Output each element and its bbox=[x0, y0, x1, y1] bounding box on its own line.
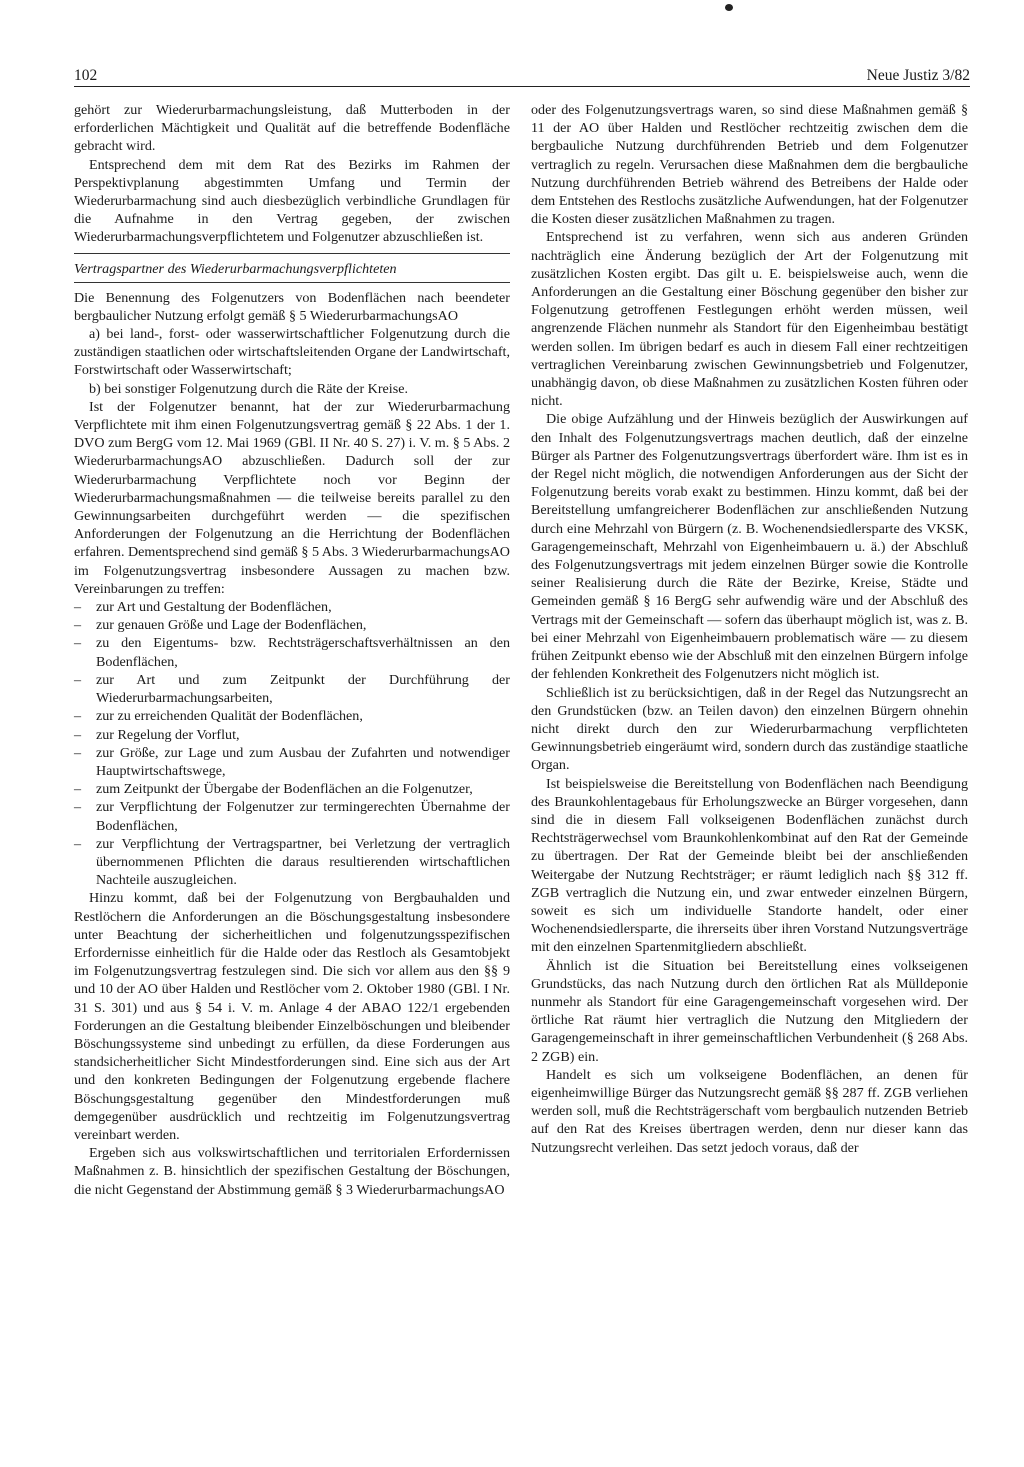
paragraph: Hinzu kommt, daß bei der Folgenutzung von Bergbauhalden und Restlöchern die Anforderungen an die Böschungsgestaltung insbesondere unter Beachtung der sicherheitlichen und folgenutzungsspezifischen Erfordernisse einheitlich für die Halde oder das Restloch als Gesamtobjekt im Folgenutzungsvertrag festzulegen sind. Die sich vor allem aus den §§ 9 und 10 der AO über Halden und Restlöcher vom 2. Oktober 1980 (GBl. I Nr. 31 S. 301) und aus § 54 i. V. m. Anlage 4 der ABAO 122/1 ergebenden Forderungen an die Gestaltung bleibender Einzelböschungen und bleibender Böschungssysteme sind unbedingt zu erfüllen, da diese Forderungen aus standsicherheitlicher Sicht Mindestforderungen sind. Eine sich aus der Art und den konkreten Bedingungen der Folgenutzung ergebende flachere Böschungsgestaltung gegenüber den Mindestforderungen muß demgegenüber ausdrücklich und rechtzeitig im Folgenutzungsvertrag vereinbart werden. bbox=[74, 890, 510, 1143]
paragraph-item-a: a) bei land-, forst- oder wasserwirtschaftlicher Folgenutzung durch die zuständigen staatlichen oder wirtschaftsleitenden Organe der Landwirtschaft, Forstwirtschaft oder Wasserwirtschaft; bbox=[74, 326, 510, 379]
paragraph: Entsprechend ist zu verfahren, wenn sich aus anderen Gründen nachträglich eine Änderung bezüglich der Art der Folgenutzung mit zusätzlichen Kosten ergibt. Das gilt u. E. beispielsweise auch, wenn die Anforderungen an die Gestaltung einer Böschung gegenüber den bisher zur Folgenutzung getroffenen Festlegungen erhöht werden müssen, weil angrenzende Flächen nunmehr als Standort für den Eigenheimbau bestätigt werden sollen. Im übrigen bedarf es auch in diesem Fall einer rechtzeitigen vertraglichen Vereinbarung zwischen Gewinnungsbetrieb und Folgenutzer, unabhängig davon, ob diese Maßnahmen zu zusätzlichen Kosten führen oder nicht. bbox=[531, 229, 968, 410]
heading-rule bbox=[74, 282, 510, 283]
paragraph: Ähnlich ist die Situation bei Bereitstellung eines volkseigenen Grundstücks, das nach Nutzung durch den örtlichen Rat als Mülldeponie nunmehr als Standort für eine Garagengemeinschaft vorgesehen wird. Der örtliche Rat räumt hier vertraglich die Nutzung den Mitgliedern der Garagengemeinschaft in ihrer gemeinschaftlichen Verbundenheit (§ 268 Abs. 2 ZGB) ein. bbox=[531, 957, 968, 1065]
paragraph: Die Benennung des Folgenutzers von Bodenflächen nach beendeter bergbaulicher Nutzung erfolgt gemäß § 5 WiederurbarmachungsAO bbox=[74, 289, 510, 324]
paragraph-item-b: b) bei sonstiger Folgenutzung durch die Räte der Kreise. bbox=[89, 380, 408, 397]
list-item: – zur zu erreichenden Qualität der Bodenflächen, bbox=[74, 707, 510, 725]
paragraph: gehört zur Wiederurbarmachungsleistung, daß Mutterboden in der erforderlichen Mächtigkeit und Qualität auf die betreffende Bodenfläche gebracht wird. bbox=[74, 102, 510, 155]
paragraph: Schließlich ist zu berücksichtigen, daß in der Regel das Nutzungsrecht an den Grundstücken (bzw. an Teilen davon) den einzelnen Bürgern ohnehin nicht direkt durch den zur Wiederurbarmachung verpflichteten Gewinnungsbetrieb eingeräumt wird, sondern durch das zuständige staatliche Organ. bbox=[531, 684, 968, 774]
section-heading: Vertragspartner des Wiederurbarmachungsverpflichteten bbox=[74, 253, 510, 278]
list-item: – zur Verpflichtung der Vertragspartner, bei Verletzung der vertraglich übernommenen Pflichten die daraus resultierenden wirtschaftlichen Nachteile auszugleichen. bbox=[74, 835, 510, 890]
requirements-list bbox=[74, 598, 510, 889]
list-item: – zur genauen Größe und Lage der Bodenflächen, bbox=[74, 616, 510, 634]
paragraph: oder des Folgenutzungsvertrags waren, so sind diese Maßnahmen gemäß § 11 der AO über Halden und Restlöcher rechtzeitig zwischen dem die bergbauliche Nutzung durchführenden Betrieb und dem Folgenutzer vertraglich zu regeln. Verursachen diese Maßnahmen dem die bergbauliche Nutzung durchführenden Betrieb während des Betreibens der Halde oder dem Entstehen des Restlochs zusätzliche Aufwendungen, hat der Folgenutzer die Kosten dieser zusätzlichen Maßnahmen zu tragen. bbox=[531, 102, 968, 228]
list-item: – zur Art und Gestaltung der Bodenflächen, bbox=[74, 598, 510, 616]
list-item: – zur Verpflichtung der Folgenutzer zur termingerechten Übernahme der Bodenflächen, bbox=[74, 798, 510, 834]
paragraph: Ist der Folgenutzer benannt, hat der zur Wiederurbarmachung Verpflichtete mit ihm einen Folgenutzungsvertrag gemäß § 22 Abs. 1 der 1. DVO zum BergG vom 12. Mai 1969 (GBl. II Nr. 40 S. 27) i. V. m. § 5 Abs. 2 WiederurbarmachungsAO abzuschließen. Dadurch soll der zur Wiederurbarmachung Verpflichtete noch vor Beginn der Wiederurbarmachungsmaßnahmen — die teilweise bereits parallel zu den Gewinnungsarbeiten durchgeführt werden — die spezifischen Anforderungen der Folgenutzung an die Herrichtung der Bodenflächen erfahren. Dementsprechend sind gemäß § 5 Abs. 3 WiederurbarmachungsAO im Folgenutzungsvertrag insbesondere Aussagen zu machen bzw. Vereinbarungen zu treffen: bbox=[74, 398, 510, 597]
paragraph: Entsprechend dem mit dem Rat des Bezirks im Rahmen der Perspektivplanung abgestimmten Umfang und Termin der Wiederurbarmachung sind auch diesbezüglich verbindliche Grundlagen für die Aufnahme in den Vertrag gegeben, der zwischen Wiederurbarmachungsverpflichtetem und Folgenutzer abzuschließen ist. bbox=[74, 156, 510, 246]
paragraph: Ist beispielsweise die Bereitstellung von Bodenflächen nach Beendigung des Braunkohlentagebaus für Erholungszwecke an Bürger vorgesehen, dann sind die in diesem Fall volkseigenen Bodenflächen zunächst durch Rechtsträgerwechsel vom Braunkohlenkombinat auf den Rat der Gemeinde zu übertragen. Der Rat der Gemeinde bleibt bei der anschließenden Weitergabe der Nutzung Rechtsträger; er räumt lediglich nach §§ 312 ff. ZGB vertraglich die Nutzung ein, und zwar entweder einzelnen Bürgern, soweit es sich um individuelle Standorte handelt, oder einer Wochenendsiedlersparte, die ihrerseits über ihren Vorstand Nutzungsverträge mit den einzelnen Spartenmitgliedern abschließt. bbox=[531, 775, 968, 956]
paragraph: Die obige Aufzählung und der Hinweis bezüglich der Auswirkungen auf den Inhalt des Folgenutzungsvertrags machen deutlich, daß der einzelne Bürger als Partner des Folgenutzungsvertrags überfordert wäre. Ihm ist es in der Regel nicht möglich, die notwendigen Anforderungen aus der Sicht der Folgenutzung bereits vorab exakt zu bestimmen. Hinzu kommt, daß bei der Bereitstellung umfangreicherer Bodenflächen zur anschließenden Nutzung durch eine Mehrzahl von Bürgern (z. B. Wochenendsiedlersparte des VKSK, Garagengemeinschaft, Mehrzahl von Eigenheimbauern u. ä.) der Abschluß des Folgenutzungsvertrags mit jedem einzelnen Bürger sowie die Kontrolle seiner Realisierung durch die Räte der Bezirke, Kreise, Städte und Gemeinden gemäß § 16 BergG sehr aufwendig wäre und der Abschluß des Vertrags mit der Gemeinschaft — sofern das überhaupt möglich ist, was z. B. bei einer Mehrzahl von Eigenheimbauern problematisch wäre — zu diesem frühen Zeitpunkt ebenso wie der Abschluß mit den einzelnen Bürgern infolge der fehlenden Konkretheit des Folgenutzers nicht möglich ist. bbox=[531, 411, 968, 683]
print-mark bbox=[725, 4, 733, 11]
page-number: 102 bbox=[74, 67, 98, 84]
journal-issue: Neue Justiz 3/82 bbox=[866, 67, 970, 84]
left-column bbox=[74, 101, 510, 1199]
page-header bbox=[74, 62, 970, 87]
list-item: – zur Art und zum Zeitpunkt der Durchführung der Wiederurbarmachungsarbeiten, bbox=[74, 671, 510, 707]
list-item: – zur Regelung der Vorflut, bbox=[74, 726, 510, 744]
right-column bbox=[531, 101, 968, 1157]
list-item: – zur Größe, zur Lage und zum Ausbau der Zufahrten und notwendiger Hauptwirtschaftswege, bbox=[74, 744, 510, 780]
list-item: – zum Zeitpunkt der Übergabe der Bodenflächen an die Folgenutzer, bbox=[74, 780, 510, 798]
list-item: – zu den Eigentums- bzw. Rechtsträgerschaftsverhältnissen an den Bodenflächen, bbox=[74, 634, 510, 670]
paragraph: Ergeben sich aus volkswirtschaftlichen und territorialen Erfordernissen Maßnahmen z. B. hinsichtlich der spezifischen Gestaltung der Böschungen, die nicht Gegenstand der Abstimmung gemäß § 3 WiederurbarmachungsAO bbox=[74, 1145, 510, 1198]
paragraph: Handelt es sich um volkseigene Bodenflächen, an denen für eigenheimwillige Bürger das Nutzungsrecht gemäß §§ 287 ff. ZGB verliehen werden soll, muß die Rechtsträgerschaft vom bergbaulich nutzenden Betrieb auf den Rat des Kreises übertragen werden, denn nur dieser kann das Nutzungsrecht verleihen. Das setzt jedoch voraus, daß der bbox=[531, 1066, 968, 1156]
